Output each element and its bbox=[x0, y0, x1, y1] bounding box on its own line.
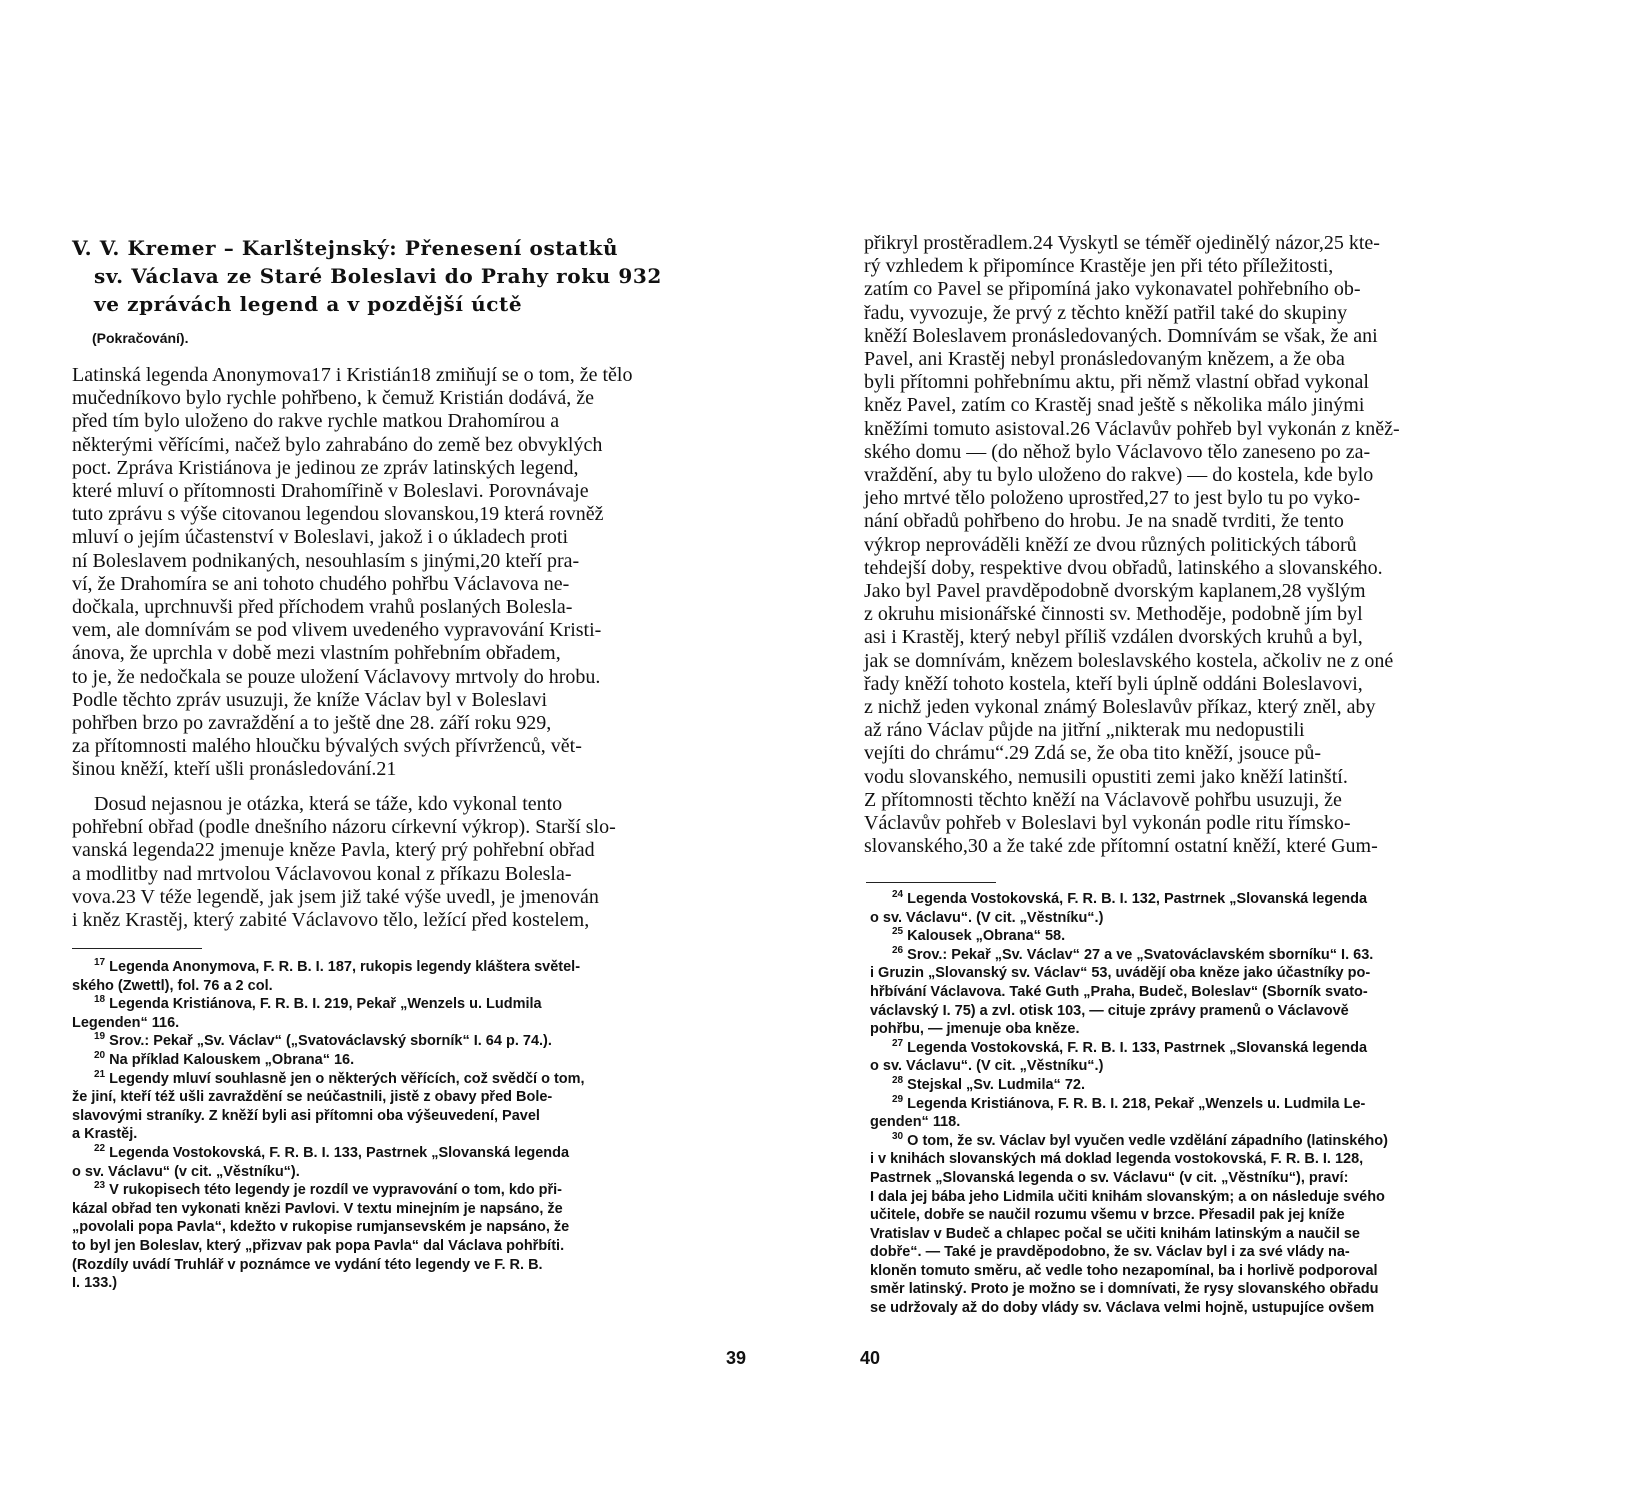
text-line: kněží Boleslavem pronásledovaných. Domnívám se však, že ani bbox=[864, 324, 1378, 347]
footnote-line bbox=[870, 1095, 1600, 1114]
footnote-line bbox=[870, 1132, 1600, 1151]
heading-line: V. V. Kremer – Karlštejnský: Přenesení ostatků bbox=[72, 236, 619, 260]
text-line: mluví o jejím účastenství v Boleslavi, jakož i o úkladech proti bbox=[72, 526, 569, 549]
left-page bbox=[0, 0, 820, 1500]
text-line: ví, že Drahomíra se ani tohoto chudého pohřbu Václavova ne- bbox=[72, 572, 570, 595]
text-line: mučedníkovo bylo rychle pohřbeno, k čemuž Kristián dodává, že bbox=[72, 387, 595, 410]
text-line: rý vzhledem k připomínce Krastěje jen při této příležitosti, bbox=[864, 255, 1334, 278]
text-line: ní Boleslavem podnikaných, nesouhlasím s jinými,20 kteří pra- bbox=[72, 549, 580, 572]
footnote-line bbox=[72, 1237, 762, 1256]
footnote-text: se udržovaly až do doby vlády sv. Václava velmi hojně, ustupujíce ovšem bbox=[870, 1300, 1375, 1317]
footnote-text: Pastrnek „Slovanská legenda o sv. Václavu“ (v cit. „Věstníku“), praví: bbox=[870, 1169, 1349, 1186]
footnote-text: hřbívání Václavova. Také Guth „Praha, Budeč, Boleslav“ (Sborník svato- bbox=[870, 983, 1368, 1000]
footnote bbox=[870, 1076, 1600, 1095]
text-line: byli přítomni pohřebnímu aktu, při němž vlastní obřad vykonal bbox=[864, 371, 1369, 394]
text-line: některými věřícími, načež bylo zahrabáno do země bez obvyklých bbox=[72, 433, 603, 456]
text-line: dočkala, uprchnuvši před příchodem vrahů poslaných Bolesla- bbox=[72, 596, 573, 619]
footnote-line bbox=[870, 1169, 1600, 1188]
footnote-line bbox=[72, 1181, 762, 1200]
footnote-number: 18 bbox=[94, 994, 106, 1006]
footnote-line bbox=[72, 1274, 762, 1293]
footnote-text: o sv. Václavu“. (V cit. „Věstníku“.) bbox=[870, 909, 1104, 926]
text-line: Dosud nejasnou je otázka, která se táže, kdo vykonal tento bbox=[94, 793, 563, 815]
footnote-text: kloněn tomuto směru, ač vedle toho nezapomínal, ba i horlivě podporoval bbox=[870, 1262, 1378, 1279]
text-line: které mluví o přítomnosti Drahomířině v Boleslavi. Porovnávaje bbox=[72, 480, 589, 503]
footnote-number: 24 bbox=[892, 889, 904, 901]
text-line: pohřben brzo po zavraždění a to ještě dne 28. září roku 929, bbox=[72, 712, 552, 735]
footnote-number: 21 bbox=[94, 1068, 106, 1080]
footnote-text: Legenden“ 116. bbox=[72, 1014, 180, 1031]
footnote-line bbox=[870, 1188, 1600, 1207]
footnote-text: Legenda Vostokovská, F. R. B. I. 133, Pastrnek „Slovanská legenda bbox=[907, 1039, 1368, 1056]
footnote-text: pohřbu, — jmenuje oba kněze. bbox=[870, 1021, 1080, 1038]
text-line: jeho mrtvé tělo položeno uprostřed,27 to jest bylo tu po vyko- bbox=[864, 487, 1361, 510]
footnote-line bbox=[72, 1107, 762, 1126]
footnote-line bbox=[72, 977, 762, 996]
footnote bbox=[870, 1095, 1600, 1132]
text-line: vanská legenda22 jmenuje kněze Pavla, který prý pohřební obřad bbox=[72, 839, 595, 862]
footnote-text: Legenda Kristiánova, F. R. B. I. 218, Pekař „Wenzels u. Ludmila Le- bbox=[907, 1095, 1366, 1112]
footnote-number: 29 bbox=[892, 1093, 904, 1105]
footnote-line bbox=[72, 1200, 762, 1219]
footnote-text: I. 133.) bbox=[72, 1275, 118, 1292]
footnote-number: 23 bbox=[94, 1180, 106, 1192]
footnote bbox=[870, 890, 1600, 927]
left-body-paragraph-2 bbox=[72, 793, 757, 932]
footnote-rule bbox=[72, 948, 202, 949]
footnote-text: ského (Zwettl), fol. 76 a 2 col. bbox=[72, 977, 273, 994]
text-line: až ráno Václav půjde na jitřní „nikterak mu nedopustili bbox=[864, 719, 1305, 742]
text-line: Latinská legenda Anonymova17 i Kristián18 zmiňují se o tom, že tělo bbox=[72, 364, 633, 386]
text-line: řady kněží tohoto kostela, kteří byli úplně oddáni Boleslavovi, bbox=[864, 672, 1363, 695]
footnote bbox=[870, 927, 1600, 946]
text-line: z nichž jeden vykonal známý Boleslavův příkaz, který zněl, aby bbox=[864, 696, 1376, 719]
footnote-text: kázal obřad ten vykonati knězi Pavlovi. V textu minejním je napsáno, že bbox=[72, 1200, 563, 1217]
footnote-text: Legenda Anonymova, F. R. B. I. 187, rukopis legendy kláštera světel- bbox=[109, 959, 581, 975]
footnote-line bbox=[870, 1039, 1600, 1058]
footnote-text: O tom, že sv. Václav byl vyučen vedle vzdělání západního (latinského) bbox=[907, 1132, 1388, 1149]
footnote bbox=[870, 1039, 1600, 1076]
footnote-text: I dala jej bába jeho Lidmila učiti knihám slovanským; a on následuje svého bbox=[870, 1188, 1385, 1205]
footnote-line bbox=[72, 1070, 762, 1089]
footnote bbox=[72, 1032, 762, 1051]
footnote-text: Legenda Vostokovská, F. R. B. I. 132, Pastrnek „Slovanská legenda bbox=[907, 891, 1368, 907]
continued-label: (Pokračování). bbox=[92, 330, 189, 346]
text-line: tuto zprávu s výše citovanou legendou slovanskou,19 která rovněž bbox=[72, 503, 604, 526]
footnote bbox=[72, 995, 762, 1032]
footnote-line bbox=[870, 964, 1600, 983]
text-line: přikryl prostěradlem.24 Vyskytl se téměř ojedinělý názor,25 kte- bbox=[864, 232, 1380, 254]
footnote-text: dobře“. — Také je pravděpodobno, že sv. Václav byl i za své vlády na- bbox=[870, 1244, 1350, 1261]
text-line: nání obřadů pohřbeno do hrobu. Je na snadě tvrditi, že tento bbox=[864, 510, 1344, 533]
text-line: to je, že nedočkala se pouze uložení Václavovy mrtvoly do hrobu. bbox=[72, 665, 601, 688]
footnote-number: 26 bbox=[892, 944, 904, 956]
text-line: ského domu — (do něhož bylo Václavovo tělo zaneseno po za- bbox=[864, 440, 1371, 463]
footnote-line bbox=[870, 1002, 1600, 1021]
text-line: i kněz Krastěj, který zabité Václavovo tělo, ležící před kostelem, bbox=[72, 909, 590, 932]
footnote bbox=[72, 1070, 762, 1144]
footnote-text: Legendy mluví souhlasně jen o některých věřících, což svědčí o tom, bbox=[109, 1070, 585, 1087]
footnote bbox=[870, 1132, 1600, 1318]
footnote bbox=[72, 958, 762, 995]
footnote-line bbox=[72, 995, 762, 1014]
footnote-text: i Gruzin „Slovanský sv. Václav“ 53, uvádějí oba kněze jako účastníky po- bbox=[870, 965, 1371, 982]
text-line: vem, ale domnívám se pod vlivem uvedeného vypravování Kristi- bbox=[72, 619, 602, 642]
footnote-text: Vratislav v Budeč a chlapec počal se učiti knihám latinským a naučil se bbox=[870, 1225, 1360, 1242]
footnote-text: Kalousek „Obrana“ 58. bbox=[907, 928, 1066, 945]
footnote-number: 22 bbox=[94, 1143, 106, 1155]
footnote-number: 17 bbox=[94, 957, 106, 969]
text-line: kněz Pavel, zatím co Krastěj snad ještě s několika málo jinými bbox=[864, 394, 1365, 417]
footnote-text: že jiní, kteří též ušli zavraždění se neúčastnili, jistě z obavy před Bole- bbox=[72, 1089, 553, 1106]
footnote-line bbox=[72, 958, 762, 977]
footnote-line bbox=[72, 1256, 762, 1275]
article-heading bbox=[72, 234, 762, 318]
footnote-line bbox=[870, 1057, 1600, 1076]
footnote-text: o sv. Václavu“ (v cit. „Věstníku“). bbox=[72, 1163, 300, 1180]
text-line: asi i Krastěj, který nebyl příliš vzdálen dvorských kruhů a byl, bbox=[864, 626, 1363, 649]
footnote-line bbox=[72, 1125, 762, 1144]
text-line: Pavel, ani Krastěj nebyl pronásledovaným knězem, a že oba bbox=[864, 348, 1345, 371]
text-line: ánova, že uprchla v době mezi vlastním pohřebním obřadem, bbox=[72, 642, 561, 665]
text-line: Jako byl Pavel pravděpodobně dvorským kaplanem,28 vyšlým bbox=[864, 580, 1366, 603]
footnote-line bbox=[870, 1150, 1600, 1169]
text-line: vejíti do chrámu“.29 Zdá se, že oba tito kněží, jsouce pů- bbox=[864, 742, 1322, 765]
text-line: a modlitby nad mrtvolou Václavovou konal z příkazu Bolesla- bbox=[72, 862, 572, 885]
footnote-line bbox=[72, 1032, 762, 1051]
text-line: Podle těchto zpráv usuzuji, že kníže Václav byl v Boleslavi bbox=[72, 688, 548, 711]
left-footnotes bbox=[72, 958, 762, 1293]
footnote-text: i v knihách slovanských má doklad legenda vostokovská, F. R. B. I. 128, bbox=[870, 1151, 1364, 1168]
footnote-line bbox=[72, 1218, 762, 1237]
footnote-line bbox=[72, 1014, 762, 1033]
footnote-rule bbox=[866, 882, 996, 883]
footnote-line bbox=[870, 927, 1600, 946]
footnote-line bbox=[870, 1225, 1600, 1244]
footnote bbox=[72, 1144, 762, 1181]
footnote-text: (Rozdíly uvádí Truhlář v poznámce ve vydání této legendy ve F. R. B. bbox=[72, 1256, 543, 1273]
footnote-text: V rukopisech této legendy je rozdíl ve vypravování o tom, kdo při- bbox=[109, 1182, 562, 1199]
footnote-line bbox=[870, 1020, 1600, 1039]
right-page bbox=[820, 0, 1650, 1500]
footnote-text: Srov.: Pekař „Sv. Václav“ („Svatováclavský sborník“ I. 64 p. 74.). bbox=[109, 1033, 552, 1050]
footnote bbox=[870, 946, 1600, 1039]
footnote-text: „povolali popa Pavla“, kdežto v rukopise rumjansevském je napsáno, že bbox=[72, 1219, 570, 1236]
footnote-line bbox=[72, 1051, 762, 1070]
text-line: zatím co Pavel se připomíná jako vykonavatel pohřebního ob- bbox=[864, 278, 1361, 301]
text-line: vodu slovanského, nemusili opustiti zemi jako kněží latinští. bbox=[864, 765, 1348, 788]
footnote-line bbox=[72, 1088, 762, 1107]
heading-line: ve zprávách legend a v pozdější úctě bbox=[94, 292, 523, 316]
footnote-text: o sv. Václavu“. (V cit. „Věstníku“.) bbox=[870, 1058, 1104, 1075]
right-footnotes bbox=[870, 890, 1600, 1318]
text-line: řadu, vyvozuje, že prvý z těchto kněží patřil také do skupiny bbox=[864, 301, 1348, 324]
footnote-text: slavovými straníky. Z kněží byli asi přítomni oba výšeuvedení, Pavel bbox=[72, 1107, 540, 1124]
footnote-line bbox=[72, 1163, 762, 1182]
footnote-line bbox=[870, 983, 1600, 1002]
text-line: z okruhu misionářské činnosti sv. Methoděje, podobně jím byl bbox=[864, 603, 1363, 626]
right-body-text bbox=[864, 232, 1564, 858]
footnote-text: václavský I. 75) a zvl. otisk 103, — cituje zprávy pramenů o Václavově bbox=[870, 1002, 1349, 1019]
footnote-text: Na příklad Kalouskem „Obrana“ 16. bbox=[109, 1051, 355, 1068]
text-line: Z přítomnosti těchto kněží na Václavově pohřbu usuzuji, že bbox=[864, 788, 1342, 811]
footnote-line bbox=[870, 1076, 1600, 1095]
heading-line: sv. Václava ze Staré Boleslavi do Prahy roku 932 bbox=[94, 264, 662, 288]
footnote-line bbox=[870, 1206, 1600, 1225]
footnote-text: Stejskal „Sv. Ludmila“ 72. bbox=[907, 1076, 1085, 1093]
text-line: výkrop neprováděli kněží ze dvou různých politických táborů bbox=[864, 533, 1357, 556]
footnote-line bbox=[870, 1280, 1600, 1299]
page-number-right: 40 bbox=[860, 1348, 881, 1368]
footnote-text: Legenda Kristiánova, F. R. B. I. 219, Pekař „Wenzels u. Ludmila bbox=[109, 996, 542, 1013]
text-line: jak se domnívám, knězem boleslavského kostela, ačkoliv ne z oné bbox=[864, 649, 1394, 672]
text-line: šinou kněží, kteří ušli pronásledování.21 bbox=[72, 758, 397, 781]
footnote-text: směr latinský. Proto je možno se i domnívati, že rysy slovanského obřadu bbox=[870, 1281, 1379, 1298]
footnote-number: 19 bbox=[94, 1031, 106, 1043]
text-line: před tím bylo uloženo do rakve rychle matkou Drahomírou a bbox=[72, 410, 560, 433]
footnote-number: 28 bbox=[892, 1075, 904, 1087]
text-line: vraždění, aby tu bylo uloženo do rakve) — do kostela, kde bylo bbox=[864, 464, 1374, 487]
footnote-text: Legenda Vostokovská, F. R. B. I. 133, Pastrnek „Slovanská legenda bbox=[109, 1144, 570, 1161]
text-line: za přítomnosti malého hloučku bývalých svých přívrženců, vět- bbox=[72, 735, 582, 758]
footnote-line bbox=[870, 1243, 1600, 1262]
footnote bbox=[72, 1181, 762, 1293]
page-number-left: 39 bbox=[726, 1348, 747, 1368]
footnote-text: a Krastěj. bbox=[72, 1126, 138, 1143]
footnote-number: 25 bbox=[892, 926, 904, 938]
left-body-paragraph-1 bbox=[72, 364, 757, 782]
footnote-line bbox=[870, 909, 1600, 928]
footnote-line bbox=[72, 1144, 762, 1163]
text-line: tehdejší doby, respektive dvou obřadů, latinského a slovanského. bbox=[864, 556, 1383, 579]
footnote-line bbox=[870, 946, 1600, 965]
footnote-number: 30 bbox=[892, 1130, 904, 1142]
footnote-text: to byl jen Boleslav, který „přizvav pak popa Pavla“ dal Václava pohřbíti. bbox=[72, 1237, 565, 1254]
footnote-text: učitele, dobře se naučil rozumu všemu v brzce. Přesadil pak jej kníže bbox=[870, 1207, 1345, 1224]
footnote-text: Srov.: Pekař „Sv. Václav“ 27 a ve „Svatováclavském sborníku“ I. 63. bbox=[907, 946, 1374, 963]
footnote-line bbox=[870, 1299, 1600, 1318]
footnote-line bbox=[870, 1113, 1600, 1132]
footnote-line bbox=[870, 1262, 1600, 1281]
text-line: kněžími tomuto asistoval.26 Václavův pohřeb byl vykonán z kněž- bbox=[864, 417, 1400, 440]
footnote-line bbox=[870, 890, 1600, 909]
footnote-text: genden“ 118. bbox=[870, 1114, 961, 1131]
text-line: slovanského,30 a že také zde přítomní ostatní kněží, které Gum- bbox=[864, 835, 1378, 858]
footnote bbox=[72, 1051, 762, 1070]
text-line: Václavův pohřeb v Boleslavi byl vykonán podle ritu římsko- bbox=[864, 812, 1351, 835]
text-line: pohřební obřad (podle dnešního názoru církevní výkrop). Starší slo- bbox=[72, 816, 616, 839]
text-line: vova.23 V téže legendě, jak jsem již také výše uvedl, je jmenován bbox=[72, 885, 599, 908]
footnote-number: 27 bbox=[892, 1037, 904, 1049]
text-line: poct. Zpráva Kristiánova je jedinou ze zpráv latinských legend, bbox=[72, 456, 579, 479]
footnote-number: 20 bbox=[94, 1050, 106, 1062]
